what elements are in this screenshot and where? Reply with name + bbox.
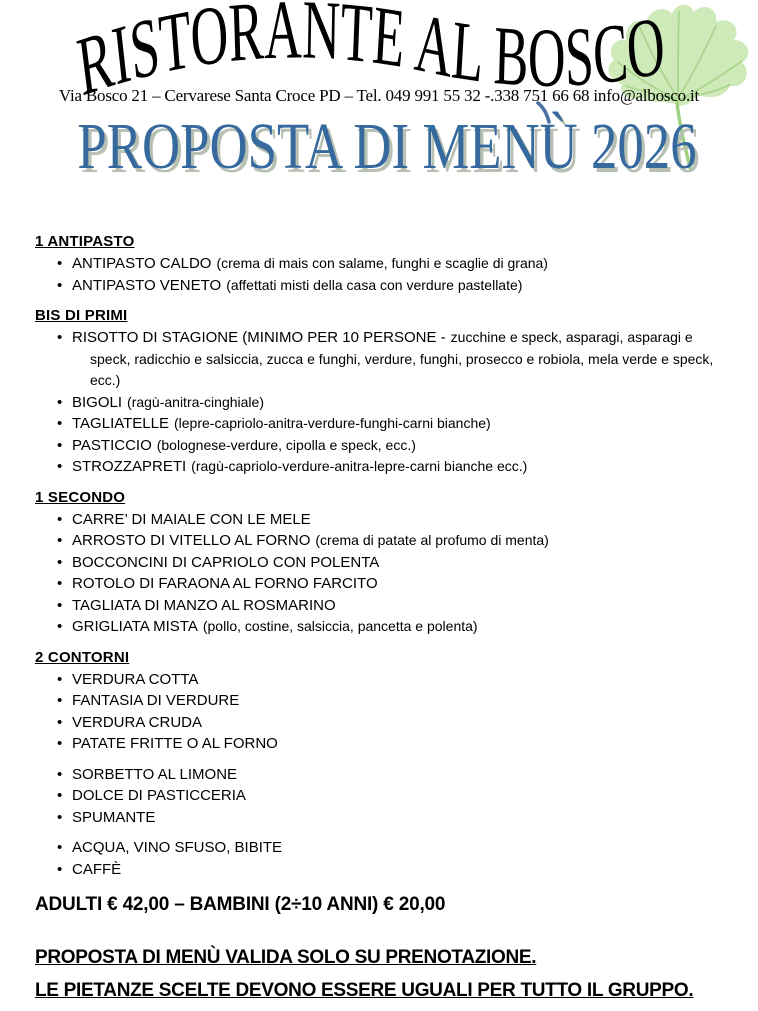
- menu-item: [35, 690, 728, 712]
- item-title: SPUMANTE: [72, 808, 156, 826]
- menu-item: [35, 509, 728, 531]
- bullet-icon: •: [57, 713, 63, 731]
- menu-item: [35, 733, 728, 755]
- item-title: VERDURA CRUDA: [72, 713, 203, 731]
- note-same-dishes: LE PIETANZE SCELTE DEVONO ESSERE UGUALI PER TUTTO IL GRUPPO.: [35, 980, 694, 1001]
- price-line: ADULTI € 42,00 – BAMBINI (2÷10 ANNI) € 20,00: [35, 894, 446, 915]
- bullet-icon: •: [57, 765, 63, 783]
- menu-section-bevande: [35, 837, 728, 880]
- bullet-icon: •: [57, 436, 63, 454]
- brand-title: RISTORANTE AL BOSCO: [72, 0, 668, 108]
- bullet-icon: •: [57, 735, 63, 752]
- bullet-icon: •: [57, 255, 63, 272]
- document-header: [0, 0, 758, 220]
- bullet-icon: •: [57, 575, 63, 592]
- notes-block: [35, 946, 728, 1003]
- item-title: GRIGLIATA MISTA: [72, 618, 198, 635]
- menu-item: [35, 712, 728, 734]
- menu-item: [35, 616, 728, 638]
- menu-section-primi: [35, 305, 728, 478]
- bullet-icon: •: [57, 596, 63, 614]
- item-title: ANTIPASTO CALDO: [72, 255, 212, 272]
- item-title: TAGLIATA DI MANZO AL ROSMARINO: [72, 596, 336, 614]
- menu-item: [35, 595, 728, 617]
- section-heading: 1 ANTIPASTO: [35, 233, 135, 250]
- bullet-icon: •: [57, 860, 63, 878]
- menu-item: [35, 807, 728, 829]
- item-title: DOLCE DI PASTICCERIA: [72, 787, 246, 804]
- menu-item: [35, 413, 728, 435]
- item-title: TAGLIATELLE: [72, 415, 169, 432]
- address-line: Via Bosco 21 – Cervarese Santa Croce PD – Tel. 049 991 55 32 -.338 751 66 68 info@albosco.it: [58, 86, 700, 105]
- item-title: ANTIPASTO VENETO: [72, 276, 222, 294]
- menu-body: [35, 225, 728, 1011]
- item-title: ROTOLO DI FARAONA AL FORNO FARCITO: [72, 575, 378, 592]
- menu-item: [35, 552, 728, 574]
- bullet-icon: •: [57, 670, 63, 688]
- menu-item: [35, 573, 728, 595]
- item-title: CARRE’ DI MAIALE CON LE MELE: [72, 510, 311, 528]
- menu-item: [35, 785, 728, 807]
- note-reservation: PROPOSTA DI MENÙ VALIDA SOLO SU PRENOTAZIONE.: [35, 947, 537, 968]
- bullet-icon: •: [57, 618, 63, 635]
- item-title: PASTICCIO: [72, 436, 152, 454]
- item-title: FANTASIA DI VERDURE: [72, 692, 240, 709]
- item-title: BIGOLI: [72, 393, 123, 411]
- item-title: BOCCONCINI DI CAPRIOLO CON POLENTA: [72, 553, 380, 571]
- menu-item: [35, 859, 728, 881]
- item-detail: (crema di mais con salame, funghi e scaglie di grana): [216, 255, 548, 271]
- item-detail: zucchine e speck, asparagi, asparagi e speck, radicchio e salsiccia, zucca e funghi, verdure, funghi, prosecco e robiola, mela verde e speck, ecc.): [90, 329, 714, 388]
- menu-section-antipasto: [35, 231, 728, 296]
- menu-item: [35, 435, 728, 457]
- item-title: RISOTTO DI STAGIONE (MINIMO PER 10 PERSONE -: [72, 329, 446, 346]
- bullet-icon: •: [57, 276, 63, 294]
- bullet-icon: •: [57, 415, 63, 432]
- bullet-icon: •: [57, 692, 63, 709]
- item-title: SORBETTO AL LIMONE: [72, 765, 238, 783]
- item-title: STROZZAPRETI: [72, 458, 187, 475]
- section-heading: 1 SECONDO: [35, 488, 126, 506]
- item-title: VERDURA COTTA: [72, 670, 199, 688]
- section-heading: BIS DI PRIMI: [35, 307, 128, 324]
- bullet-icon: •: [57, 553, 63, 571]
- menu-item: [35, 392, 728, 414]
- item-title: ARROSTO DI VITELLO AL FORNO: [72, 532, 311, 549]
- item-detail: (ragù-capriolo-verdure-anitra-lepre-carni bianche ecc.): [191, 458, 528, 474]
- menu-item: [35, 327, 728, 392]
- item-detail: (pollo, costine, salsiccia, pancetta e polenta): [202, 618, 478, 634]
- bullet-icon: •: [57, 839, 63, 856]
- item-detail: (lepre-capriolo-anitra-verdure-funghi-carni bianche): [173, 415, 491, 431]
- item-detail: (bolognese-verdure, cipolla e speck, ecc.): [156, 436, 416, 453]
- item-detail: (affettati misti della casa con verdure pastellate): [226, 276, 523, 293]
- item-title: PATATE FRITTE O AL FORNO: [72, 735, 278, 752]
- menu-section-dessert: [35, 764, 728, 829]
- item-detail: (crema di patate al profumo di menta): [315, 532, 549, 548]
- bullet-icon: •: [57, 532, 63, 549]
- bullet-icon: •: [57, 393, 63, 411]
- section-heading: 2 CONTORNI: [35, 648, 130, 666]
- item-title: ACQUA, VINO SFUSO, BIBITE: [72, 839, 283, 856]
- bullet-icon: •: [57, 510, 63, 528]
- bullet-icon: •: [57, 329, 63, 346]
- menu-section-secondo: [35, 487, 728, 638]
- menu-item: [35, 275, 728, 297]
- bullet-icon: •: [57, 458, 63, 475]
- menu-item: [35, 456, 728, 478]
- menu-item: [35, 837, 728, 859]
- menu-year-title-text: PROPOSTA DI MENÙ 2026: [77, 110, 697, 183]
- menu-year-title: [0, 110, 758, 184]
- item-title: CAFFÈ: [72, 860, 122, 878]
- menu-section-contorni: [35, 647, 728, 755]
- menu-item: [35, 669, 728, 691]
- menu-item: [35, 764, 728, 786]
- menu-item: [35, 530, 728, 552]
- item-detail: (ragù-anitra-cinghiale): [127, 393, 264, 410]
- bullet-icon: •: [57, 808, 63, 826]
- bullet-icon: •: [57, 787, 63, 804]
- menu-item: [35, 253, 728, 275]
